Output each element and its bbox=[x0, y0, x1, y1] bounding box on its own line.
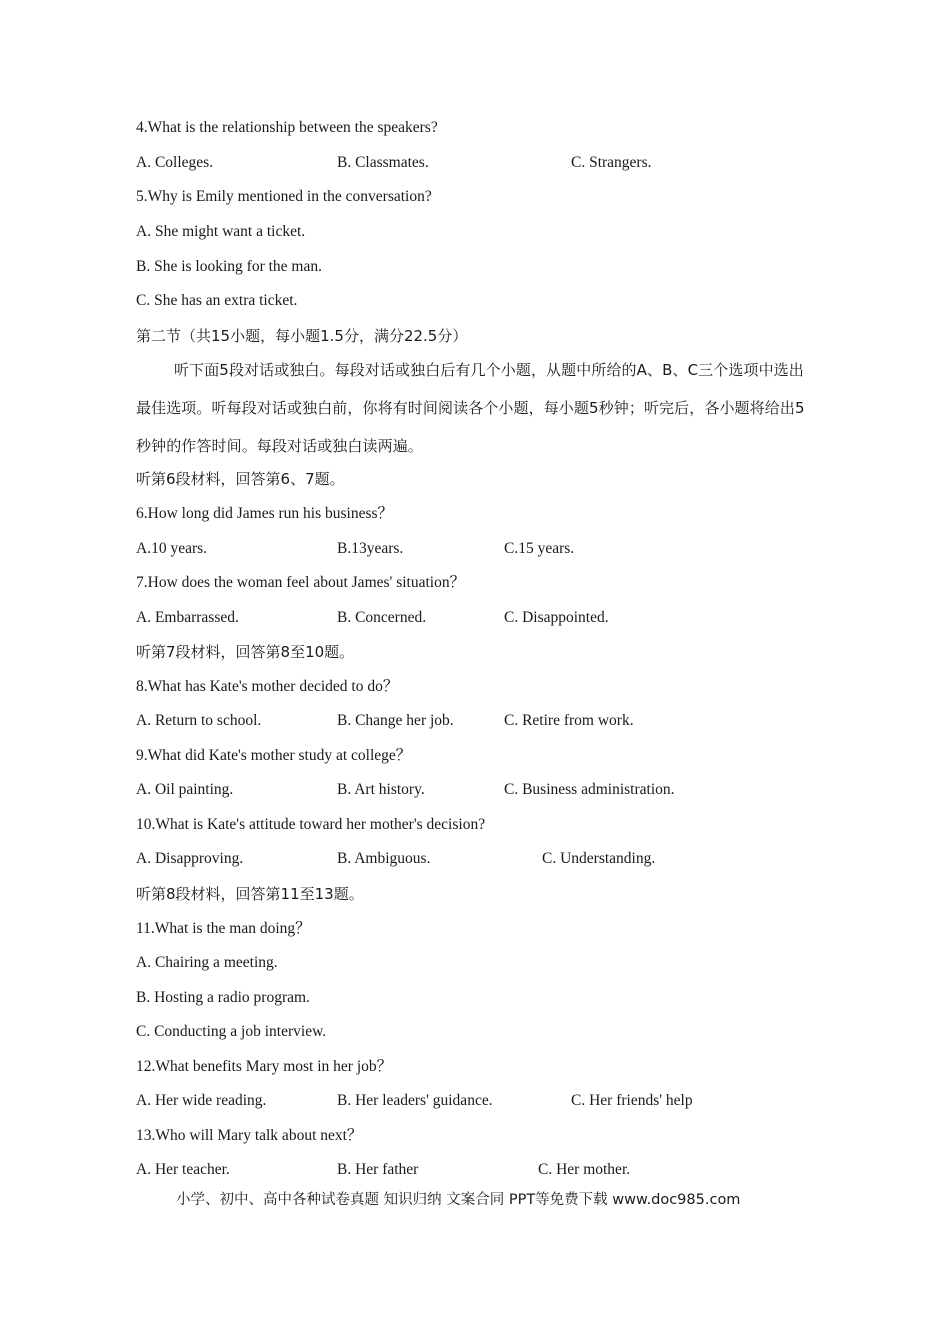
q13-option-b: B. Her father bbox=[337, 1161, 419, 1178]
q8-question: 8.What has Kate's mother decided to do？ bbox=[136, 678, 399, 695]
q10-question: 10.What is Kate's attitude toward her mother's decision? bbox=[136, 816, 486, 833]
q6-option-a: A.10 years. bbox=[136, 540, 208, 557]
q12-option-a: A. Her wide reading. bbox=[136, 1092, 267, 1109]
q8-option-a: A. Return to school. bbox=[136, 712, 262, 729]
q6-option-b: B.13years. bbox=[337, 540, 404, 557]
q11-option-b: B. Hosting a radio program. bbox=[136, 989, 310, 1006]
section2-title: 第二节（共15小题，每小题1.5分，满分22.5分） bbox=[136, 327, 468, 345]
q5-question: 5.Why is Emily mentioned in the conversation? bbox=[136, 188, 432, 205]
section2-instructions: 听下面5段对话或独白。每段对话或独白后有几个小题，从题中所给的A、B、C三个选项中选出最佳选项。听每段对话或独白前，你将有时间阅读各个小题，每小题5秒钟；听完后，各小题将给出5秒钟的作答时间。每段对话或独白读两遍。 bbox=[136, 361, 805, 455]
q10-option-b: B. Ambiguous. bbox=[337, 850, 431, 867]
q5-option-c: C. She has an extra ticket. bbox=[136, 292, 298, 309]
q5-option-a: A. She might want a ticket. bbox=[136, 223, 306, 240]
q11-option-c: C. Conducting a job interview. bbox=[136, 1023, 327, 1040]
q6-option-c: C.15 years. bbox=[504, 540, 575, 557]
page-footer: 小学、初中、高中各种试卷真题 知识归纳 文案合同 PPT等免费下载 www.doc985.com bbox=[176, 1192, 741, 1208]
q8-option-b: B. Change her job. bbox=[337, 712, 454, 729]
q7-question: 7.How does the woman feel about James' situation？ bbox=[136, 574, 466, 591]
q13-option-a: A. Her teacher. bbox=[136, 1161, 230, 1178]
material8-heading: 听第8段材料，回答第11至13题。 bbox=[136, 885, 364, 903]
material6-heading: 听第6段材料，回答第6、7题。 bbox=[136, 470, 345, 488]
q4-option-b: B. Classmates. bbox=[337, 154, 429, 171]
q13-option-c: C. Her mother. bbox=[538, 1161, 631, 1178]
q13-question: 13.Who will Mary talk about next？ bbox=[136, 1127, 363, 1144]
q5-option-b: B. She is looking for the man. bbox=[136, 258, 322, 275]
q7-option-a: A. Embarrassed. bbox=[136, 609, 239, 626]
q12-option-c: C. Her friends' help bbox=[571, 1092, 693, 1109]
q6-question: 6.How long did James run his business？ bbox=[136, 505, 394, 522]
q12-question: 12.What benefits Mary most in her job？ bbox=[136, 1058, 393, 1075]
q9-option-c: C. Business administration. bbox=[504, 781, 675, 798]
q9-option-a: A. Oil painting. bbox=[136, 781, 234, 798]
q9-question: 9.What did Kate's mother study at college？ bbox=[136, 747, 412, 764]
q9-option-b: B. Art history. bbox=[337, 781, 425, 798]
material7-heading: 听第7段材料，回答第8至10题。 bbox=[136, 643, 355, 661]
q4-option-c: C. Strangers. bbox=[571, 154, 652, 171]
q7-option-b: B. Concerned. bbox=[337, 609, 427, 626]
q11-option-a: A. Chairing a meeting. bbox=[136, 954, 278, 971]
q4-question: 4.What is the relationship between the speakers? bbox=[136, 119, 438, 136]
q8-option-c: C. Retire from work. bbox=[504, 712, 634, 729]
q12-option-b: B. Her leaders' guidance. bbox=[337, 1092, 493, 1109]
q4-option-a: A. Colleges. bbox=[136, 154, 214, 171]
q10-option-c: C. Understanding. bbox=[542, 850, 656, 867]
q10-option-a: A. Disapproving. bbox=[136, 850, 244, 867]
q7-option-c: C. Disappointed. bbox=[504, 609, 609, 626]
q11-question: 11.What is the man doing？ bbox=[136, 920, 311, 937]
